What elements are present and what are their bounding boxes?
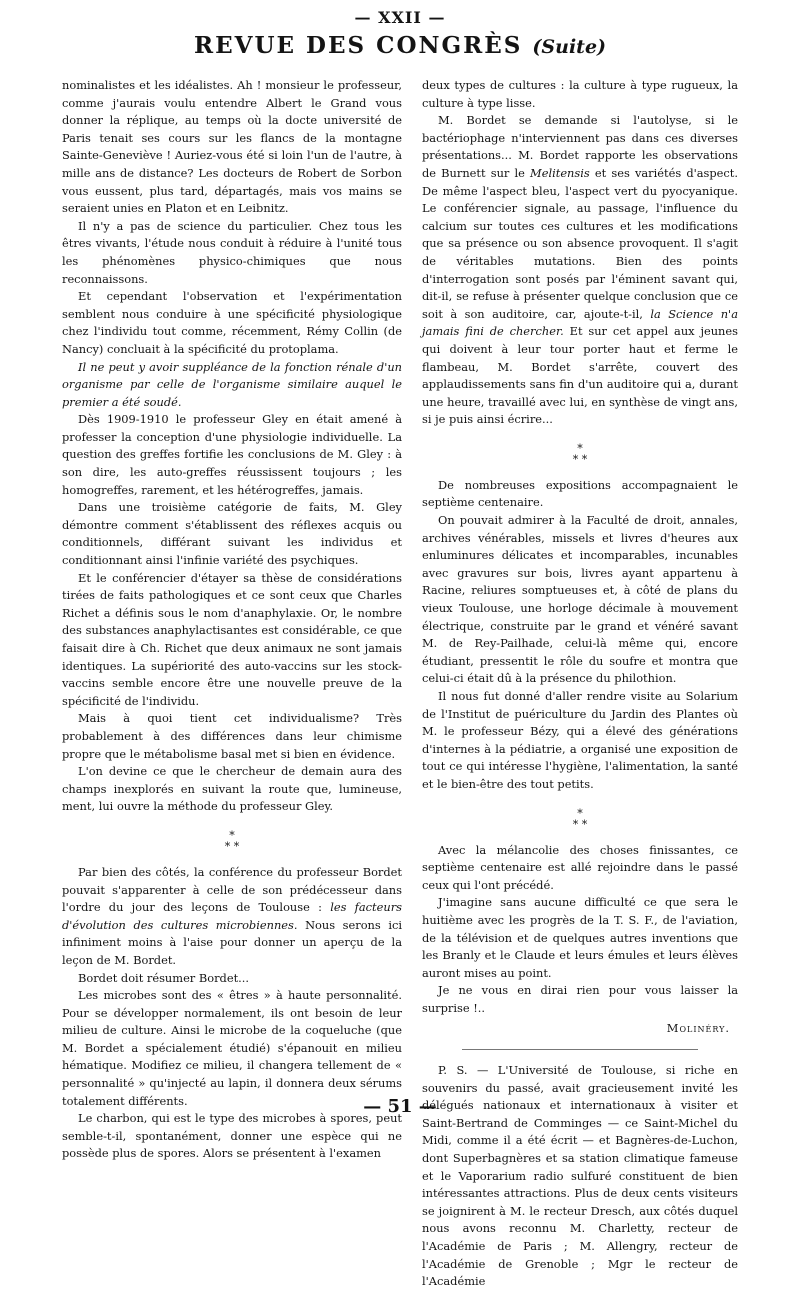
paragraph: nominalistes et les idéalistes. Ah ! monsieur le professeur, comme j'aurais voulu entendre Albert le Grand vous donner la réplique, au temps où la docte université de Paris tenait ses cours sur les flancs de la montagne Sainte-Geneviève ! Auriez-vous été si loin l'un de l'autre, à mille ans de distance? Les docteurs de Robert de Sorbon vous eussent, plus tard, départagés, mais vos mains se seraient unies en Platon et en Leibnitz. <box>62 78 402 216</box>
paragraph: De nombreuses expositions accompagnaient le septième centenaire. <box>422 477 738 510</box>
paragraph: Les microbes sont des « êtres » à haute personnalité. Pour se développer normalement, ils ont besoin de leur milieu de culture. Ainsi le microbe de la coqueluche (que M. Bordet a spécialement étudié) s'épanouit en milieu hématique. Modifiez ce milieu, il changera tellement de « personnalité » qu'injecté au lapin, il donnera deux sérums totalement différents. <box>62 988 402 1108</box>
paragraph: Avec la mélancolie des choses finissantes, ce septième centenaire est allé rejoindre dans le passé ceux qui l'ont précédé. <box>422 842 738 892</box>
divider <box>462 1049 698 1050</box>
asterism-separator <box>422 443 738 465</box>
paragraph: Il n'y a pas de science du particulier. Chez tous les êtres vivants, l'étude nous conduit à réduire à l'unité tous les phénomènes physico-chimiques que nous reconnaissons. <box>62 218 402 286</box>
asterism-top: * <box>229 828 235 842</box>
paragraph: J'imagine sans aucune difficulté ce que sera le huitième avec les progrès de la T. S. F., de l'aviation, de la télévision et de quelques autres inventions que les Branly et le Claude et leurs émules et leurs élèves auront mises au point. <box>422 895 738 980</box>
italic-run: Melitensis <box>530 165 590 180</box>
paragraph <box>422 112 738 429</box>
asterism-bottom: * * <box>572 452 588 466</box>
italic-run: la Science n'a jamais fini de chercher. <box>422 306 738 339</box>
asterism-top: * <box>577 806 583 820</box>
italic-quote: Il ne peut y avoir suppléance de la fonction rénale d'un organisme par celle de l'organisme similaire auquel le premier a été soudé. <box>62 359 402 409</box>
asterism-separator <box>62 830 402 852</box>
paragraph: L'on devine ce que le chercheur de demain aura des champs inexplorés en suivant la route que, lumineuse, ment, lui ouvre la méthode du professeur Gley. <box>62 764 402 814</box>
page-title <box>0 32 800 59</box>
asterism-bottom: * * <box>572 817 588 831</box>
paragraph: On pouvait admirer à la Faculté de droit, annales, archives vénérables, missels et livres d'heures aux enluminures délicates et incomparables, incunables avec gravures sur bois, livres ayant appartenu à Racine, reliures somptueuses et, à côté de plans du vieux Toulouse, une horloge décimale à mouvement électrique, construite par le grand et vénéré savant M. de Rey-Pailhade, celui-là même qui, encore étudiant, pressentit le rôle du soufre et montra que celui-ci était dû à la présence du philothion. <box>422 513 738 686</box>
paragraph: Le charbon, qui est le type des microbes à spores, peut semble-t-il, spontanément, donner une espèce qui ne possède plus de spores. Alors se présentent à l'examen <box>62 1111 402 1161</box>
paragraph: Et le conférencier d'étayer sa thèse de considérations tirées de faits pathologiques et ce sont ceux que Charles Richet a définis sous le nom d'anaphylaxie. Or, le nombre des substances anaphylactisantes est considérable, ce que faisait dire à Ch. Richet que deux animaux ne sont jamais identiques. La supériorité des auto-vaccins sur les stock-vaccins semble encore être une nouvelle preuve de la spécificité de l'individu. <box>62 570 402 708</box>
paragraph: Bordet doit résumer Bordet... <box>78 970 250 985</box>
paragraph: deux types de cultures : la culture à type rugueux, la culture à type lisse. <box>422 78 738 110</box>
paragraph: Je ne vous en dirai rien pour vous laisser la surprise !.. <box>422 983 738 1015</box>
text-run: M. Bordet se demande si l'autolyse, si le bactériophage n'interviennent pas dans ces diverses présentations... M. Bordet rapporte les observations de Burnett sur le <box>422 113 738 180</box>
paragraph: Il nous fut donné d'aller rendre visite au Solarium de l'Institut de puériculture du Jardin des Plantes où M. le professeur Bézy, qui a élevé des générations d'internes à la pédiatrie, a organisé une exposition de tout ce qui intéresse l'hygiène, l'alimentation, la santé et le bien-être des tout petits. <box>422 689 738 791</box>
asterism-top: * <box>577 441 583 455</box>
asterism-separator <box>422 808 738 830</box>
roman-page-number: — XXII — <box>354 8 446 27</box>
paragraph: Dans une troisième catégorie de faits, M. Gley démontre comment s'établissent des réflexes acquis ou conditionnels, différant suivant les individus et conditionnant ainsi l'infinie variété des psychiques. <box>62 500 402 568</box>
paragraph: Dès 1909-1910 le professeur Gley en était amené à professer la conception d'une physiologie individuelle. La question des greffes fortifie les conclusions de M. Gley : à son dire, les auto-greffes réussissent toujours ; les homogreffes, rarement, et les hétérogreffes, jamais. <box>62 412 402 497</box>
paragraph: Mais à quoi tient cet individualisme? Très probablement à des différences dans leur chimisme propre que le métabolisme basal met si bien en évidence. <box>62 711 402 761</box>
text-run: Et sur cet appel aux jeunes qui doivent à leur tour porter haut et ferme le flambeau, M. Bordet s'arrête, couvert des applaudissements sans fin d'un auditoire qui a, durant une heure, travaillé avec lui, en synthèse de vingt ans, si je puis ainsi écrire... <box>422 324 738 427</box>
italic-run: les facteurs d'évolution des cultures microbiennes. <box>62 900 402 932</box>
text-run: et ses variétés d'aspect. De même l'aspect bleu, l'aspect vert du pyocyanique. Le conférencier signale, au passage, l'influence du calcium sur toutes ces cultures et les modifications que sa présence ou son absence provoquent. Il s'agit de véritables mutations. Bien des points d'interrogation sont posés par l'éminent savant qui, dit-il, se refuse à présenter quelque conclusion que ce soit à son auditoire, car, ajoute-t-il, <box>422 165 738 321</box>
postscript-paragraph: P. S. — L'Université de Toulouse, si riche en souvenirs du passé, avait gracieusement invité les délégués nationaux et internationaux à visiter et Saint-Bertrand de Comminges — ce Saint-Michel du Midi, comme il a été écrit — et Bagnères-de-Luchon, dont Superbagnères et sa station climatique fameuse et le Vaporarium radio sulfuré constituent de bien intéressantes attractions. Plus de deux cents visiteurs se joignirent à M. le recteur Dresch, aux côtés duquel nous avons reconnu M. Charletty, recteur de l'Académie de Paris ; M. Allengry, recteur de l'Académie de Grenoble ; Mgr le recteur de l'Académie <box>422 1063 738 1289</box>
title-suffix: (Suite) <box>532 36 607 58</box>
asterism-bottom: * * <box>224 839 240 853</box>
paragraph: Et cependant l'observation et l'expérimentation semblent nous conduire à une spécificité physiologique chez l'individu tout comme, récemment, Rémy Collin (de Nancy) concluait à la spécificité du protoplama. <box>62 289 402 356</box>
text-run: Par bien des côtés, la conférence du professeur Bordet pouvait s'apparenter à celle de son prédécesseur dans l'ordre du jour des leçons de Toulouse : <box>62 864 402 915</box>
title-text: REVUE DES CONGRÈS <box>193 32 523 59</box>
paragraph <box>62 864 402 970</box>
text-run: Nous serons ici infiniment moins à l'aise pour donner un aperçu de la leçon de M. Bordet. <box>62 917 402 967</box>
page-number: — 51 — <box>363 1096 437 1117</box>
author-signature: Molinéry. <box>666 1020 730 1035</box>
left-column <box>62 77 402 1163</box>
